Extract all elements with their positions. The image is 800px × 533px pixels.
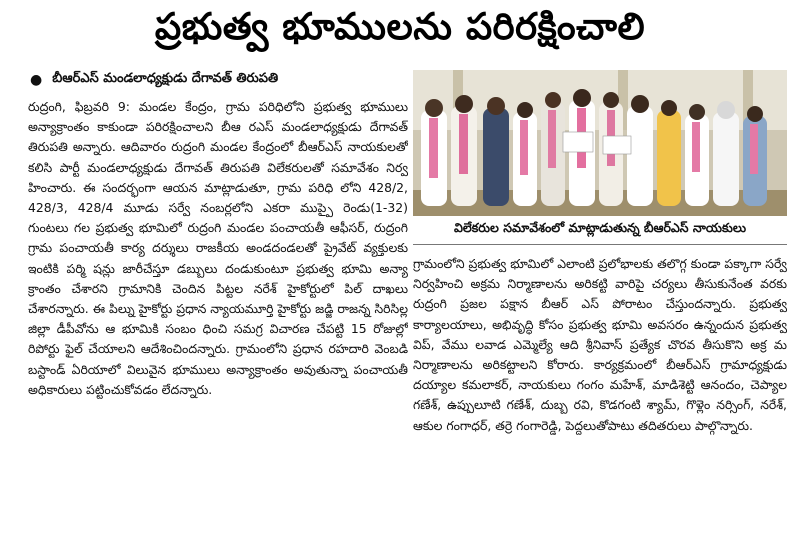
divider [413, 244, 787, 245]
article-body-left: రుద్రంగి, ఫిబ్రవరి 9: మండల కేంద్రం, గ్రామ పరిధిలోని ప్రభుత్వ భూములు అన్యాక్రాంతం కాకుండా పరిరక్షించాలని బీఆ రఎస్ మండలాధ్యక్షుడు దేగావత్ తిరుపతి అన్నారు. ఆదివారం రుద్రంగి మండల కేంద్రంలో బీఆర్ఎస్ నాయకులతో కలిసి పార్టీ మండలాధ్యక్షుడు దేగావత్ తిరుపతి విలేకరులతో సమావేశం నిర్వ హించారు. ఈ సందర్భంగా ఆయన మాట్లాడుతూ, గ్రామ పరిధి లోని 428/2, 428/3, 428/4 మూడు సర్వే నంబర్లలోని ఎకరా ముప్పై రెండు(1-32) గుంటలు గల ప్రభుత్వ భూమిలో రుద్రంగి మండల పంచాయతీ ఆఫీసర్, రుద్రంగి గ్రామ పంచాయతీ కార్య దర్శులు రాజకీయ అండదండలతో ప్రైవేట్ వ్యక్తులకు ఇంటికి పర్మి షన్లు జారీచేస్తూ డబ్బులు దండుకుంటూ ప్రభుత్వ భూమి అన్యా క్రాంతం చేశారని గ్రామానికి చెందిన పిట్టల నరేశ్ హైకోర్టులో పిల్ దాఖలు చేశారన్నారు. ఈ పిల్ను హైకోర్టు ప్రధాన న్యాయమూర్తి హైకోర్టు జడ్జి రాజన్న సిరిసిల్ల జిల్లా డీపీవోను ఆ భూమికి సంబం ధించి సమగ్ర విచారణ చేపట్టి 15 రోజుల్లో రిపోర్టు ఫైల్ చేయాలని ఆదేశించిందన్నారు. గ్రామంలోని ప్రధాన రహదారి వెంబడి బస్టాండ్ ఏరియాలో విలువైన భూములు అన్యాక్రాంతం అవుతున్నా పంచాయతీ అధికారులు పట్టించుకోవడం లేదన్నారు. [28, 99, 408, 397]
headline: ప్రభుత్వ భూములను పరిరక్షించాలి [154, 5, 646, 48]
byline [30, 70, 410, 90]
byline-text: బీఆర్ఎస్ మండలాధ్యక్షుడు దేగావత్ తిరుపతి [52, 71, 279, 86]
article-body-right: గ్రామంలోని ప్రభుత్వ భూమిలో ఎలాంటి ప్రలోభాలకు తలొగ్గ కుండా పక్కాగా సర్వే నిర్వహించి అక్రమ నిర్మాణాలను అరికట్టి వారిపై చర్యలు తీసుకునేంత వరకు రుద్రంగి ప్రజల పక్షాన బీఆర్ ఎస్ పోరాటం చేస్తుందన్నారు. ప్రభుత్వ కార్యాలయాలు, అభివృద్ధి కోసం ప్రభుత్వ భూమి అవసరం ఉన్నందున ప్రభుత్వ విప్, వేము లవాడ ఎమ్మెల్యే ఆది శ్రీనివాస్ ప్రత్యేక చొరవ తీసుకొని అక్ర మ నిర్మాణాలను అరికట్టాలని కోరారు. కార్యక్రమంలో బీఆర్ఎస్ గ్రామాధ్యక్షుడు దయ్యాల కమలాకర్, నాయకులు గంగం మహేశ్, మాడిశెట్టి ఆనందం, చెప్యాల గణేశ్, ఉప్పులూటి గణేశ్, దుబ్బ రవి, కొడగంటి శ్యామ్, గొళ్లెం నర్సింగ్, నరేశ్, ఆకుల గంగాధర్, తర్రె గంగారెడ్డి, పెద్దలుతోపాటు తదితరులు పాల్గొన్నారు. [413, 256, 787, 433]
bullet-icon: ● [30, 72, 43, 88]
photo-caption: విలేకరుల సమావేశంలో మాట్లాడుతున్న బీఆర్ఎస్ నాయకులు [453, 219, 747, 235]
news-photo [413, 70, 787, 216]
